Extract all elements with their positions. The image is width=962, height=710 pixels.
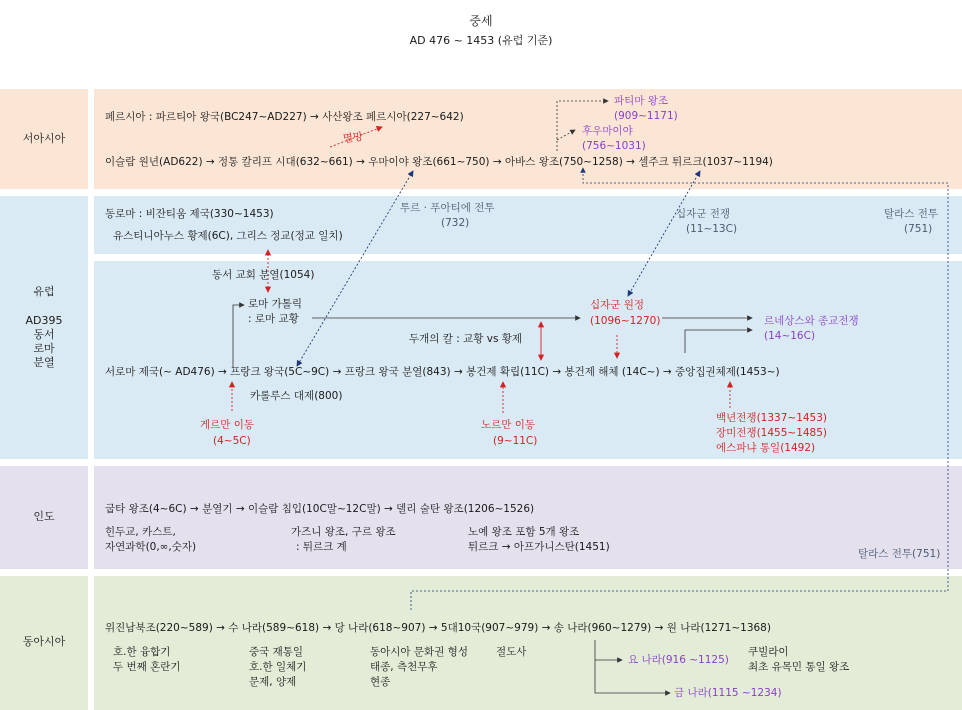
sui-note-3: 문제, 양제 xyxy=(249,676,297,688)
justinian-line: 유스티니아누스 황제(6C), 그리스 정교(정교 일치) xyxy=(113,230,343,242)
crusade-war-label: 십자군 전쟁 xyxy=(676,208,731,220)
kublai-label: 쿠빌라이 xyxy=(748,646,789,658)
two-swords-label: 두개의 칼 : 교황 vs 황제 xyxy=(409,333,523,345)
hindu-label: 힌두교, 카스트, xyxy=(105,526,176,538)
renaissance-label: 르네상스와 종교전쟁 xyxy=(764,315,859,327)
europe-split-note-2: 동서 xyxy=(33,328,55,341)
wj-note-1: 호.한 융합기 xyxy=(113,646,171,658)
europe-split-note-4: 분열 xyxy=(33,356,55,369)
talas-bottom-label: 탈라스 전투(751) xyxy=(858,548,941,560)
liao-branch-arrow xyxy=(595,640,622,660)
later-umayyad-branch-arrow xyxy=(557,130,575,140)
renaissance-years: (14~16C) xyxy=(764,330,816,342)
persia-line: 페르시아 : 파르티아 왕국(BC247~AD227) → 사산왕조 페르시아(227~642) xyxy=(105,111,464,123)
later-umayyad-years: (756~1031) xyxy=(582,140,646,152)
tang-note-2: 태종, 측천무후 xyxy=(370,661,438,673)
ghazni-label: 가즈니 왕조, 구르 왕조 xyxy=(291,526,396,538)
tours-label: 투르 · 푸아티에 전투 xyxy=(400,202,495,214)
region-label-east-asia: 동아시아 xyxy=(22,635,66,648)
catholic-branch-arrow xyxy=(233,305,244,368)
wj-note-2: 두 번째 혼란기 xyxy=(113,661,181,673)
catholic-label: 로마 가톨릭 xyxy=(248,298,303,310)
germanic-years: (4~5C) xyxy=(213,435,251,447)
roses-label: 장미전쟁(1455~1485) xyxy=(716,427,828,439)
india-main-line: 굽타 왕조(4~6C) → 분열기 → 이슬람 침입(10C말~12C말) → 델리 술탄 왕조(1206~1526) xyxy=(105,503,535,515)
region-label-west-asia: 서아시아 xyxy=(22,132,66,145)
europe-main-line: 서로마 제국(~ AD476) → 프랑크 왕국(5C~9C) → 프랑크 왕국 분열(843) → 봉건제 확립(11C) → 봉건제 해체 (14C~) → 중앙집권체제(1453~) xyxy=(105,366,780,378)
region-label-india: 인도 xyxy=(33,510,55,523)
science-label: 자연과학(0,∞,숫자) xyxy=(105,541,197,553)
yuan-note: 최초 유목민 통일 왕조 xyxy=(748,661,850,673)
tours-year: (732) xyxy=(441,217,470,229)
talas-top-year: (751) xyxy=(904,223,933,235)
crusade-expedition-label: 십자군 원정 xyxy=(590,299,645,311)
schism-label: 동서 교회 분열(1054) xyxy=(212,269,315,281)
talas-top-label: 탈라스 전투 xyxy=(884,208,939,220)
turk-label: : 튀르크 계 xyxy=(296,541,347,553)
diagram-subtitle: AD 476 ~ 1453 (유럽 기준) xyxy=(409,34,553,47)
carolingian-label: 카롤루스 대제(800) xyxy=(250,390,343,402)
conquest-label: 멸망 xyxy=(342,130,364,146)
europe-split-note-1: AD395 xyxy=(25,314,63,327)
hundred-years-label: 백년전쟁(1337~1453) xyxy=(716,412,828,424)
region-label-europe: 유럽 xyxy=(33,285,55,298)
east-rome-line: 동로마 : 비잔티움 제국(330~1453) xyxy=(105,208,274,220)
tang-note-extra: 절도사 xyxy=(496,646,527,658)
jin-label: 금 나라(1115 ~1234) xyxy=(674,687,782,699)
tang-note-3: 현종 xyxy=(370,676,391,688)
europe-split-note-3: 로마 xyxy=(33,342,55,355)
fatimid-years: (909~1171) xyxy=(614,110,678,122)
islam-line: 이슬람 원년(AD622) → 정통 칼리프 시대(632~661) → 우마이야 왕조(661~750) → 아바스 왕조(750~1258) → 셀주크 튀르크(1037~1194) xyxy=(105,156,773,168)
germanic-label: 게르만 이동 xyxy=(200,419,255,431)
norman-years: (9~11C) xyxy=(493,435,538,447)
east-asia-main-line: 위진남북조(220~589) → 수 나라(589~618) → 당 나라(618~907) → 5대10국(907~979) → 송 나라(960~1279) → 원 나라(1271~1368) xyxy=(105,622,771,634)
norman-label: 노르만 이동 xyxy=(481,419,536,431)
fatimid-label: 파티마 왕조 xyxy=(614,95,669,107)
spain-label: 에스파냐 통일(1492) xyxy=(716,442,816,454)
later-umayyad-label: 후우마이야 xyxy=(582,125,633,137)
sui-note-1: 중국 재통일 xyxy=(249,646,304,658)
crusade-expedition-years: (1096~1270) xyxy=(590,315,661,327)
liao-label: 요 나라(916 ~1125) xyxy=(628,654,729,666)
diagram-title: 중세 xyxy=(469,14,493,28)
tang-note-1: 동아시아 문화권 형성 xyxy=(370,646,468,658)
crusade-war-years: (11~13C) xyxy=(686,223,738,235)
sui-note-2: 호.한 일체기 xyxy=(249,661,307,673)
afghan-label: 튀르크 → 아프가니스탄(1451) xyxy=(468,541,610,553)
pope-label: : 로마 교황 xyxy=(248,313,299,325)
lodi-label: 노예 왕조 포함 5개 왕조 xyxy=(468,526,580,538)
feudal-renaissance-arrow xyxy=(685,330,752,353)
